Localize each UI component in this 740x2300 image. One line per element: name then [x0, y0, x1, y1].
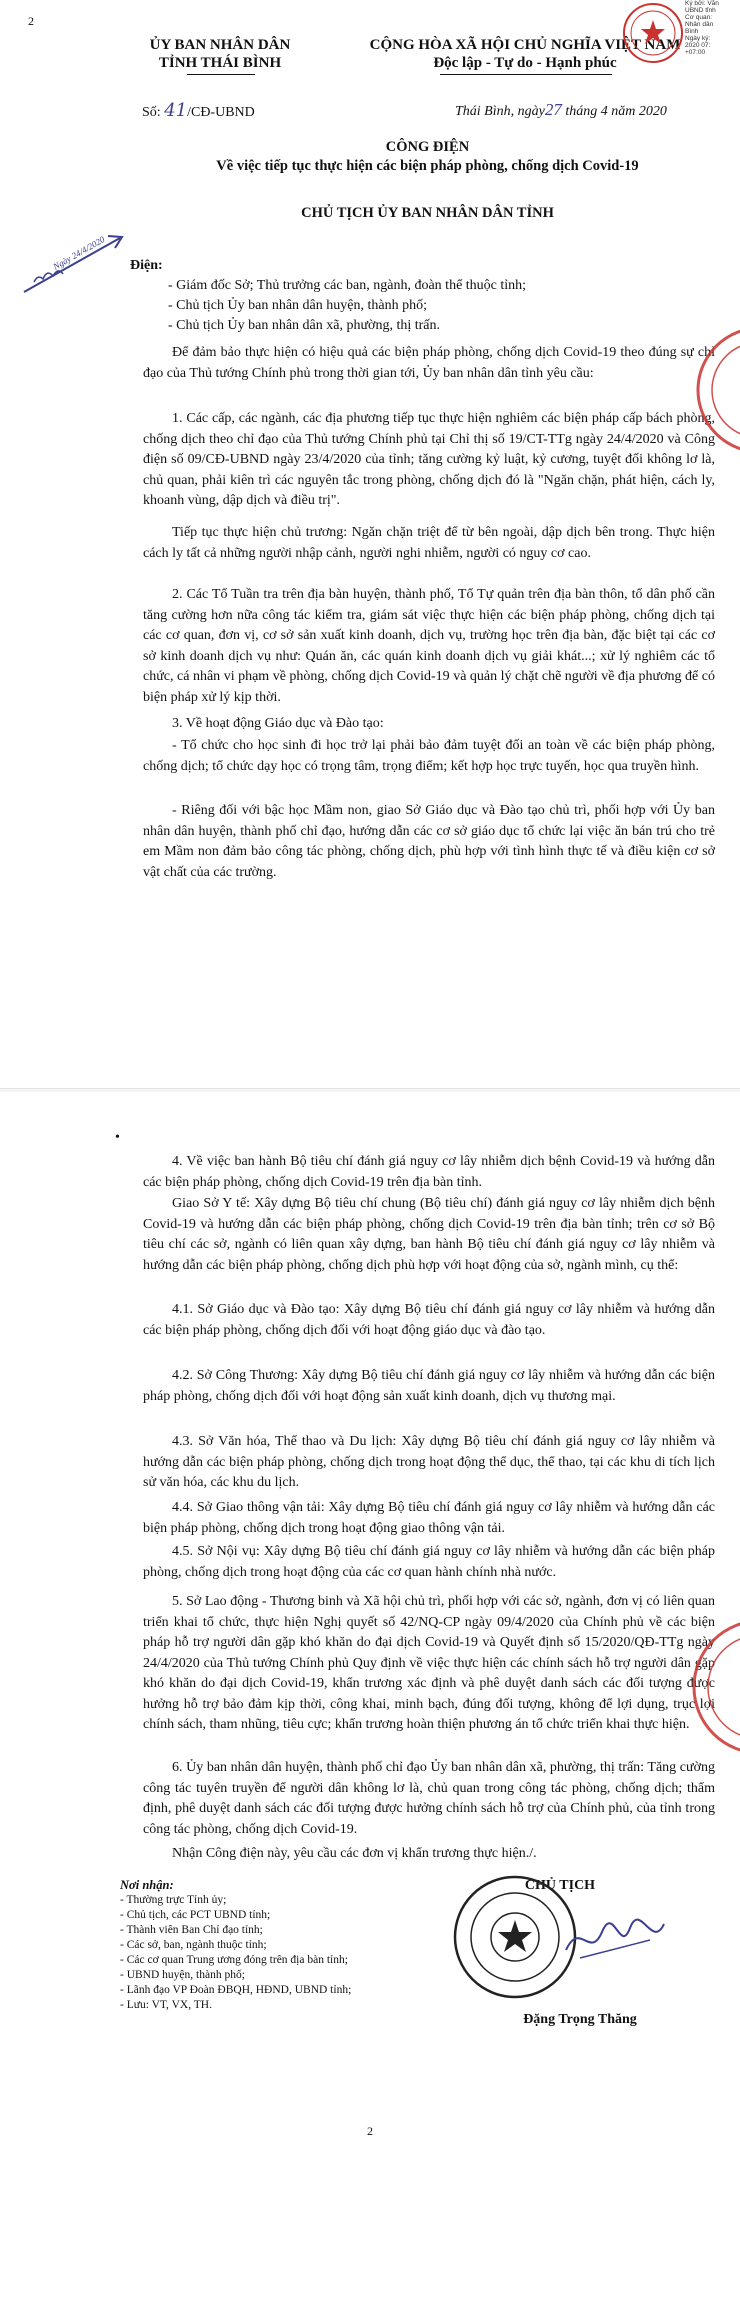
item-4-5-paragraph: 4.5. Sở Nội vụ: Xây dựng Bộ tiêu chí đánh giá nguy cơ lây nhiễm và hướng dẫn các biện pháp phòng, chống dịch trong hoạt động của các cơ quan hành chính nhà nước.	[143, 1544, 715, 1580]
distribution-item: - Lưu: VT, VX, TH.	[120, 1999, 212, 2011]
divider	[440, 74, 612, 75]
document-subject: Về việc tiếp tục thực hiện các biện pháp phòng, chống dịch Covid-19	[216, 158, 639, 174]
province-name: TỈNH THÁI BÌNH	[158, 55, 282, 71]
signer-name: Đặng Trọng Thăng	[523, 2012, 637, 2027]
intro-paragraph: Để đảm bảo thực hiện có hiệu quả các biện pháp phòng, chống dịch Covid-19 theo đúng sự chỉ đạo của Thủ tướng Chính phủ trong thời gian tới, Ủy ban nhân dân tỉnh yêu cầu:	[143, 345, 715, 381]
recipient-list	[168, 276, 713, 336]
red-seal-fragment	[690, 320, 740, 460]
distribution-item: - Thành viên Ban Chỉ đạo tỉnh;	[120, 1924, 263, 1936]
item-4-assignment-paragraph: Giao Sở Y tế: Xây dựng Bộ tiêu chí chung (Bộ tiêu chí) đánh giá nguy cơ lây nhiễm dịch bệnh Covid-19 và hướng dẫn các biện pháp phòng, chống dịch Covid-19 trên địa bàn tỉnh; trên cơ sở Bộ tiêu chí các sở, ngành có liên quan xây dựng, ban hành Bộ tiêu chí đánh giá nguy cơ lây nhiễm và hướng dẫn các biện pháp phòng, chống dịch phù hợp với hoạt động của sở, ngành mình, cụ thể:	[143, 1196, 715, 1273]
item-3-bullet-2: - Riêng đối với bậc học Mầm non, giao Sở Giáo dục và Đào tạo chủ trì, phối hợp với Ủy ban nhân dân huyện, thành phố chỉ đạo, hướng dẫn các cơ sở giáo dục tổ chức lại việc ăn bán trú cho trẻ em Mầm non đảm bảo công tác phòng, chống dịch, phù hợp với tình hình thực tế và điều kiện cơ sở vật chất của các trường.	[143, 803, 715, 880]
page-corner-mark: 2	[28, 14, 34, 28]
agency-header	[140, 36, 300, 72]
handwritten-day: 27	[544, 100, 562, 119]
item-4-1-paragraph: 4.1. Sở Giáo dục và Đào tạo: Xây dựng Bộ tiêu chí đánh giá nguy cơ lây nhiễm và hướng dẫn các biện pháp phòng, chống dịch đối với hoạt động giáo dục và đào tạo.	[143, 1302, 715, 1338]
distribution-title: Nơi nhận:	[120, 1878, 174, 1892]
document-number: Số: 41/CĐ-UBND	[142, 100, 255, 121]
distribution-item: - Các sở, ban, ngành thuộc tỉnh;	[120, 1939, 267, 1951]
national-title: CỘNG HÒA XÃ HỘI CHỦ NGHĨA VIỆT NAM	[369, 37, 681, 53]
recipient-item: - Chủ tịch Ủy ban nhân dân huyện, thành phố;	[168, 298, 427, 313]
distribution-item: - Các cơ quan Trung ương đóng trên địa bàn tỉnh;	[120, 1954, 348, 1966]
handwritten-arrival-mark: Ngày 24/4/2020	[20, 230, 130, 300]
item-4-3-paragraph: 4.3. Sở Văn hóa, Thể thao và Du lịch: Xây dựng Bộ tiêu chí đánh giá nguy cơ lây nhiễm và hướng dẫn các biện pháp phòng, chống dịch trong hoạt động thể dục, thể thao, tại các khu di tích lịch sử văn hóa, các khu du lịch.	[143, 1434, 715, 1490]
national-motto: Độc lập - Tự do - Hạnh phúc	[433, 55, 617, 71]
sender-title: CHỦ TỊCH ỦY BAN NHÂN DÂN TỈNH	[301, 205, 554, 221]
divider	[187, 74, 255, 75]
recipient-item: - Chủ tịch Ủy ban nhân dân xã, phường, thị trấn.	[168, 318, 440, 333]
distribution-item: - Thường trực Tỉnh ủy;	[120, 1894, 227, 1906]
to-label: Điện:	[130, 258, 163, 273]
distribution-list	[120, 1878, 440, 2013]
distribution-item: - Chủ tịch, các PCT UBND tỉnh;	[120, 1909, 271, 1921]
closing-paragraph: Nhận Công điện này, yêu cầu các đơn vị khẩn trương thực hiện./.	[172, 1846, 537, 1861]
document-page-2	[0, 1092, 740, 2300]
recipient-item: - Giám đốc Sở; Thủ trưởng các ban, ngành, đoàn thể thuộc tỉnh;	[168, 278, 527, 293]
item-1-paragraph: 1. Các cấp, các ngành, các địa phương tiếp tục thực hiện nghiêm các biện pháp cấp bách phòng, chống dịch theo chỉ đạo của Thủ tướng Chính phủ tại Chỉ thị số 19/CT-TTg ngày 24/4/2020 và Công điện số 09/CĐ-UBND ngày 23/4/2020 của tỉnh; tăng cường kỷ luật, kỷ cương, tuyệt đối không lơ là, chủ quan, phải kiên trì các nguyên tắc trong phòng, chống dịch đó là "Ngăn chặn, phát hiện, cách ly, khoanh vùng, dập dịch và điều trị".	[143, 411, 715, 508]
signer-title: CHỦ TỊCH	[524, 1878, 596, 1893]
document-date: Thái Bình, ngày27 tháng 4 năm 2020	[455, 100, 667, 119]
item-5-paragraph: 5. Sở Lao động - Thương binh và Xã hội chủ trì, phối hợp với các sở, ngành, đơn vị có liên quan triển khai tổ chức, thực hiện Nghị quyết số 42/NQ-CP ngày 09/4/2020 của Chính phủ về các biện pháp hỗ trợ người dân gặp khó khăn do đại dịch Covid-19 và Quyết định số 15/2020/QĐ-TTg ngày 24/4/2020 của Thủ tướng Chính phủ Quy định về việc thực hiện các chính sách hỗ trợ người dân gặp khó khăn do đại dịch Covid-19, khẩn trương xác định và phê duyệt danh sách các đối tượng được hưởng hỗ trợ bảo đảm kịp thời, công khai, minh bạch, đúng đối tượng, không để lợi dụng, trục lợi chính sách, tham nhũng, tiêu cực; khẩn trương hoàn thiện phương án tổ chức triển khai thực hiện.	[143, 1594, 715, 1732]
item-4-4-paragraph: 4.4. Sở Giao thông vận tải: Xây dựng Bộ tiêu chí đánh giá nguy cơ lây nhiễm và hướng dẫn các biện pháp phòng, chống dịch trong hoạt động giao thông vận tải.	[143, 1500, 715, 1536]
item-6-paragraph: 6. Ủy ban nhân dân huyện, thành phố chỉ đạo Ủy ban nhân dân xã, phường, thị trấn: Tăng cường công tác tuyên truyền để người dân không lơ là, chủ quan trong công tác phòng, chống dịch; thẩm định, phê duyệt danh sách các đối tượng được hưởng chính sách hỗ trợ của Chính phủ, của tỉnh trong công tác phòng, chống dịch Covid-19.	[143, 1760, 715, 1837]
handwritten-number: 41	[164, 100, 188, 121]
item-3-heading: 3. Về hoạt động Giáo dục và Đào tạo:	[172, 716, 384, 731]
document-title	[140, 138, 715, 176]
page-number: 2	[367, 2124, 373, 2138]
distribution-item: - UBND huyện, thành phố;	[120, 1969, 245, 1981]
handwritten-signature	[560, 1910, 670, 1970]
red-seal-fragment	[680, 1612, 740, 1762]
item-4-2-paragraph: 4.2. Sở Công Thương: Xây dựng Bộ tiêu chí đánh giá nguy cơ lây nhiễm và hướng dẫn các biện pháp phòng, chống dịch đối với hoạt động sản xuất kinh doanh, dịch vụ thương mại.	[143, 1368, 715, 1404]
page-corner-mark: •	[115, 1130, 120, 1145]
document-type: CÔNG ĐIỆN	[385, 139, 470, 155]
agency-name: ỦY BAN NHÂN DÂN	[149, 37, 291, 53]
digital-signature-info: Ký bởi: Văn UBND tỉnh Cơ quan: Nhân dân Bình Ngày ký: 2020 07: +07:00	[685, 0, 719, 56]
digital-signature-stamp	[622, 2, 684, 64]
item-4-paragraph: 4. Về việc ban hành Bộ tiêu chí đánh giá nguy cơ lây nhiễm dịch bệnh Covid-19 và hướng dẫn các biện pháp phòng, chống dịch Covid-19 trên địa bàn tỉnh.	[143, 1154, 715, 1190]
item-1-policy-paragraph: Tiếp tục thực hiện chủ trương: Ngăn chặn triệt để từ bên ngoài, dập dịch bên trong. Thực hiện cách ly tất cả những người nhập cảnh, người nghi nhiễm, người có nguy cơ cao.	[143, 525, 715, 561]
item-3-bullet-1: - Tổ chức cho học sinh đi học trở lại phải bảo đảm tuyệt đối an toàn về các biện pháp phòng, chống dịch; tổ chức dạy học có trọng tâm, trọng điểm; kết hợp học trực tuyến, học qua truyền hình.	[143, 738, 715, 774]
distribution-item: - Lãnh đạo VP Đoàn ĐBQH, HĐND, UBND tỉnh;	[120, 1984, 352, 1996]
document-page-1	[0, 0, 740, 1092]
item-2-paragraph: 2. Các Tổ Tuần tra trên địa bàn huyện, thành phố, Tổ Tự quản trên địa bàn thôn, tổ dân phố cần tăng cường hơn nữa công tác kiểm tra, giám sát việc thực hiện các biện pháp phòng, chống dịch tại các cơ quan, đơn vị, cơ sở sản xuất kinh doanh, dịch vụ, trường học trên địa bàn, đặc biệt tại các cơ sở kinh doanh dịch vụ như: Quán ăn, các quán kinh doanh dịch vụ giải khát...; xử lý nghiêm các tổ chức, cá nhân vi phạm về phòng, chống dịch Covid-19 và quản lý chặt chẽ người về địa phương để có biện pháp xử lý kịp thời.	[143, 587, 715, 705]
